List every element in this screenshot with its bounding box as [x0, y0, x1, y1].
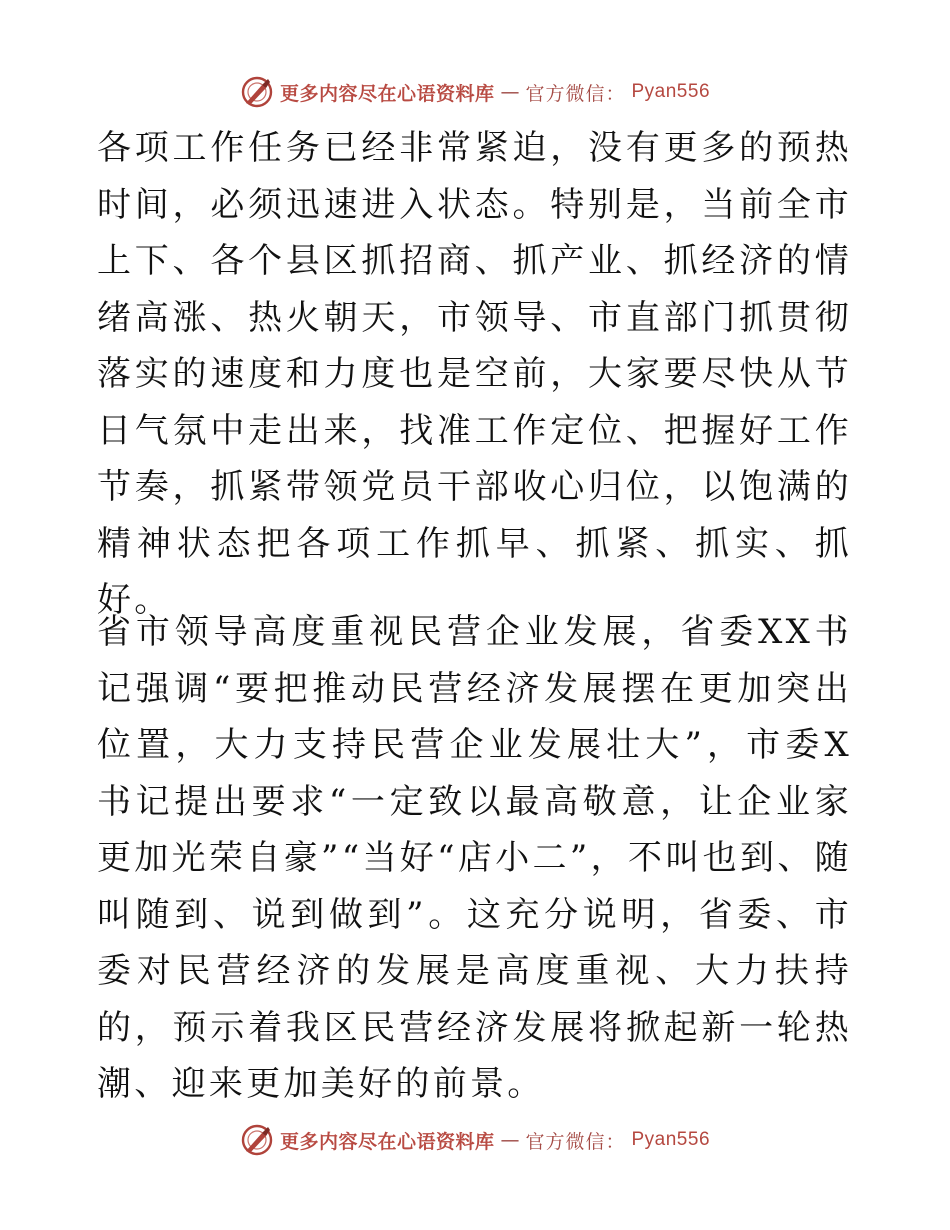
body-paragraph-2: 省市领导高度重视民营企业发展，省委XX书记强调“要把推动民营经济发展摆在更加突出位置，大力支持民营企业发展壮大”，市委X书记提出要求“一定致以最高敬意，让企业家更加光荣自豪”“当好“店小二”，不叫也到、随叫随到、说到做到”。这充分说明，省委、市委对民营经济的发展是高度重视、大力扶持的，预示着我区民营经济发展将掀起新一轮热潮、迎来更加美好的前景。: [97, 612, 852, 1104]
header-watermark: [0, 72, 950, 112]
watermark-account: Pyan556: [631, 81, 711, 102]
footer-watermark: [0, 1120, 950, 1160]
watermark-sub-text: 官方微信：: [525, 1130, 626, 1153]
body-paragraph-1: 各项工作任务已经非常紧迫，没有更多的预热时间，必须迅速进入状态。特别是，当前全市上下、各个县区抓招商、抓产业、抓经济的情绪高涨、热火朝天，市领导、市直部门抓贯彻落实的速度和力度也是空前，大家要尽快从节日气氛中走出来，找准工作定位、把握好工作节奏，抓紧带领党员干部收心归位，以饱满的精神状态把各项工作抓早、抓紧、抓实、抓好。: [97, 128, 852, 620]
watermark-main-text: 更多内容尽在心语资料库: [279, 1130, 495, 1153]
watermark-dash: —: [500, 1129, 520, 1151]
watermark-dash: —: [500, 81, 520, 103]
pen-logo-icon: [240, 1123, 274, 1157]
watermark-sub-text: 官方微信：: [525, 82, 626, 105]
pen-logo-icon: [240, 75, 274, 109]
watermark-account: Pyan556: [631, 1129, 711, 1150]
watermark-main-text: 更多内容尽在心语资料库: [279, 82, 495, 105]
